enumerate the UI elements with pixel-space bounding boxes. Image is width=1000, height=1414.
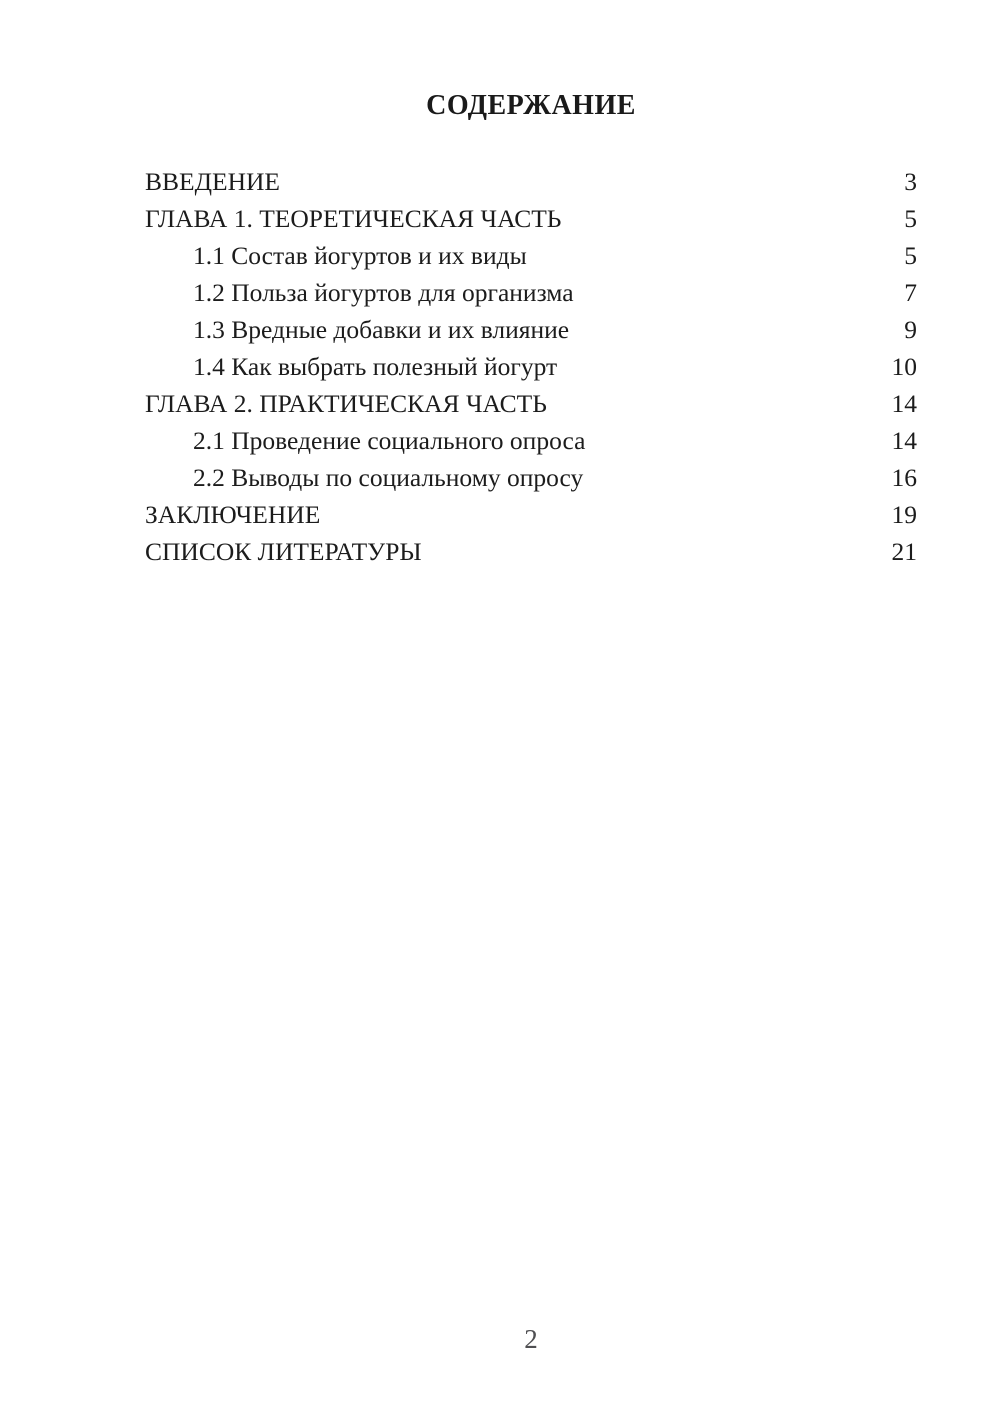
toc-entry-label: 2.2 Выводы по социальному опросу: [193, 463, 584, 492]
toc-entry-page-number: 10: [891, 352, 917, 381]
toc-entry-page-number: 21: [891, 537, 917, 566]
toc-entry: [145, 422, 917, 459]
toc-entry: [145, 274, 917, 311]
toc-entry-page-number: 14: [891, 426, 917, 455]
toc-entry: [145, 459, 917, 496]
toc-entry-label: ГЛАВА 1. ТЕОРЕТИЧЕСКАЯ ЧАСТЬ: [145, 204, 562, 233]
toc-entry: [145, 496, 917, 533]
toc-entry: [145, 311, 917, 348]
toc-entry-label: 2.1 Проведение социального опроса: [193, 426, 586, 455]
page-title: СОДЕРЖАНИЕ: [426, 90, 636, 121]
toc-entry-label: 1.3 Вредные добавки и их влияние: [193, 315, 570, 344]
table-of-contents: [145, 163, 917, 570]
toc-entry: [145, 200, 917, 237]
toc-entry-page-number: 5: [904, 241, 917, 270]
toc-entry-page-number: 16: [891, 463, 917, 492]
toc-entry: [145, 237, 917, 274]
footer-page-number: 2: [524, 1324, 538, 1354]
toc-entry-label: 1.2 Польза йогуртов для организма: [193, 278, 574, 307]
toc-entry-label: ГЛАВА 2. ПРАКТИЧЕСКАЯ ЧАСТЬ: [145, 389, 547, 418]
toc-entry: [145, 533, 917, 570]
toc-entry-label: ЗАКЛЮЧЕНИЕ: [145, 500, 321, 529]
toc-entry: [145, 163, 917, 200]
toc-entry: [145, 385, 917, 422]
toc-entry-page-number: 3: [904, 167, 917, 196]
toc-entry-page-number: 5: [904, 204, 917, 233]
toc-entry-label: 1.4 Как выбрать полезный йогурт: [193, 352, 558, 381]
toc-entry-page-number: 9: [904, 315, 917, 344]
toc-entry: [145, 348, 917, 385]
toc-entry-page-number: 19: [891, 500, 917, 529]
toc-entry-page-number: 7: [904, 278, 917, 307]
toc-entry-label: 1.1 Состав йогуртов и их виды: [193, 241, 527, 270]
toc-entry-label: ВВЕДЕНИЕ: [145, 167, 280, 196]
toc-entry-label: СПИСОК ЛИТЕРАТУРЫ: [145, 537, 422, 566]
toc-entry-page-number: 14: [891, 389, 917, 418]
